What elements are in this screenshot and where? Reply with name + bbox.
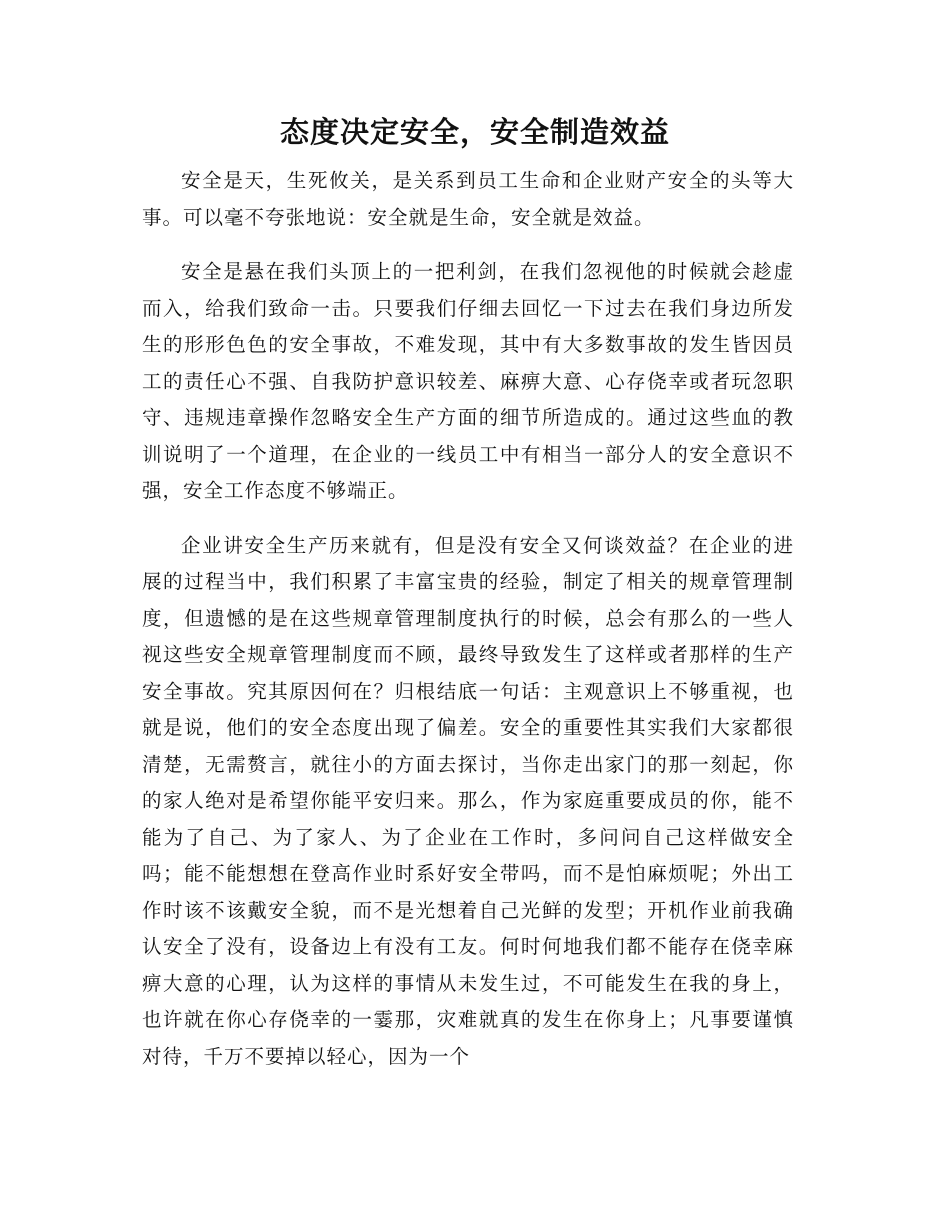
- document-body: [142, 163, 794, 1093]
- paragraph-3: 企业讲安全生产历来就有，但是没有安全又何谈效益？在企业的进展的过程当中，我们积累了丰富宝贵的经验，制定了相关的规章管理制度，但遗憾的是在这些规章管理制度执行的时候，总会有那么的一些人视这些安全规章管理制度而不顾，最终导致发生了这样或者那样的生产安全事故。究其原因何在？归根结底一句话：主观意识上不够重视，也就是说，他们的安全态度出现了偏差。安全的重要性其实我们大家都很清楚，无需赘言，就往小的方面去探讨，当你走出家门的那一刻起，你的家人绝对是希望你能平安归来。那么，作为家庭重要成员的你，能不能为了自己、为了家人、为了企业在工作时，多问问自己这样做安全吗；能不能想想在登高作业时系好安全带吗，而不是怕麻烦呢；外出工作时该不该戴安全貌，而不是光想着自己光鲜的发型；开机作业前我确认安全了没有，设备边上有没有工友。何时何地我们都不能存在侥幸麻痹大意的心理，认为这样的事情从未发生过，不可能发生在我的身上，也许就在你心存侥幸的一霎那，灾难就真的发生在你身上；凡事要谨慎对待，千万不要掉以轻心，因为一个: [142, 533, 794, 1068]
- paragraph-1: 安全是天，生死攸关，是关系到员工生命和企业财产安全的头等大事。可以毫不夸张地说：安全就是生命，安全就是效益。: [142, 169, 794, 229]
- paragraph-2: 安全是悬在我们头顶上的一把利剑，在我们忽视他的时候就会趁虚而入，给我们致命一击。只要我们仔细去回忆一下过去在我们身边所发生的形形色色的安全事故，不难发现，其中有大多数事故的发生皆因员工的责任心不强、自我防护意识较差、麻痹大意、心存侥幸或者玩忽职守、违规违章操作忽略安全生产方面的细节所造成的。通过这些血的教训说明了一个道理，在企业的一线员工中有相当一部分人的安全意识不强，安全工作态度不够端正。: [142, 260, 794, 502]
- document-title: 态度决定安全，安全制造效益: [279, 115, 670, 149]
